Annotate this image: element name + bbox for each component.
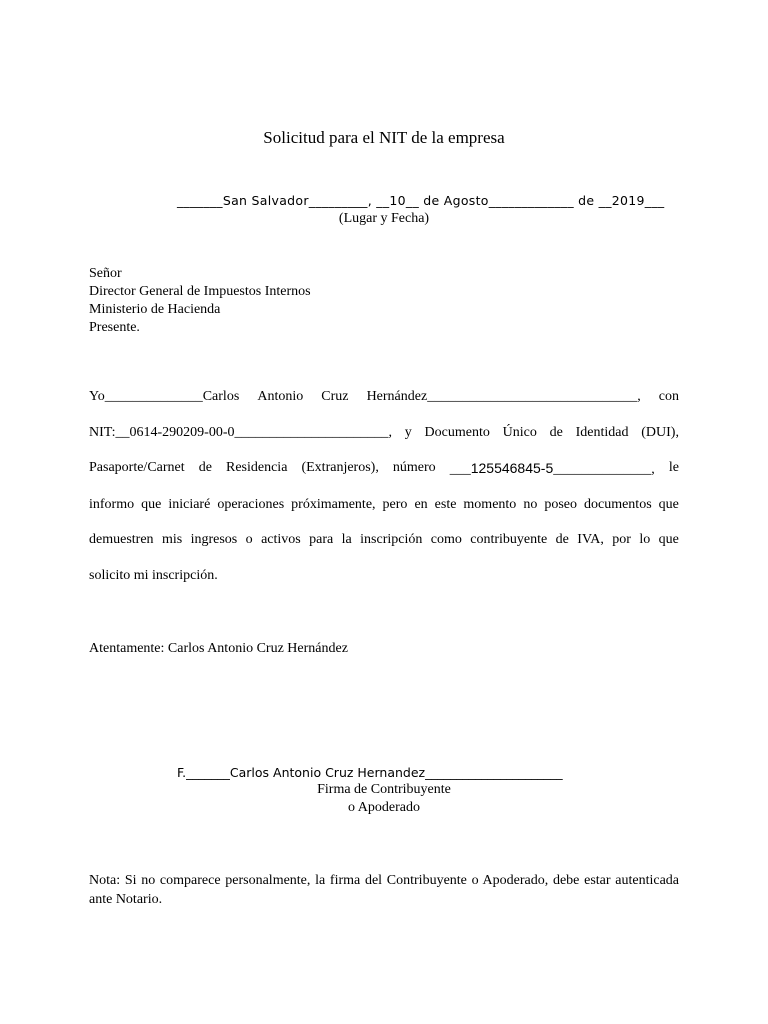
word: Único: [502, 425, 537, 440]
signature-caption-2: o Apoderado: [348, 800, 420, 815]
word: que: [141, 497, 162, 512]
word: IVA,: [577, 532, 604, 547]
word: o: [245, 532, 253, 547]
word: este: [434, 497, 457, 512]
signature-caption-1: Firma de Contribuyente: [317, 782, 451, 797]
word: Documento: [424, 425, 490, 440]
word: inscripción: [360, 532, 423, 547]
recipient-line-1: Señor: [89, 266, 122, 281]
body-line-3: [89, 460, 679, 478]
word: Hernández______________________________,: [366, 389, 641, 404]
word: iniciaré: [168, 497, 211, 512]
body-line-4: [89, 497, 679, 513]
word: como: [430, 532, 462, 547]
closing-line: Atentamente: Carlos Antonio Cruz Hernández: [89, 641, 348, 656]
word: informo: [89, 497, 135, 512]
dui-number: 125546845-5: [470, 460, 554, 476]
word: no: [523, 497, 538, 512]
blank: ______________,: [553, 462, 655, 477]
dui-field: [450, 460, 655, 478]
word: que: [658, 497, 679, 512]
body-line-5: [89, 532, 679, 548]
word: mis: [161, 532, 183, 547]
word: le: [668, 460, 679, 475]
recipient-line-3: Ministerio de Hacienda: [89, 302, 221, 317]
word: ingresos: [190, 532, 238, 547]
word: (DUI),: [641, 425, 679, 440]
word: de: [549, 425, 563, 440]
body-line-6: [89, 568, 679, 584]
place-date-caption: (Lugar y Fecha): [338, 211, 430, 226]
word: que: [658, 532, 679, 547]
note-paragraph: Nota: Si no comparece personalmente, la firma del Contribuyente o Apoderado, debe estar autenticada ante Notario.: [89, 873, 679, 907]
place-date-line: _______San Salvador_________, __10__ de Agosto_____________ de __2019___: [177, 193, 665, 208]
nit-field: NIT:__0614-290209-00-0______________________,: [89, 425, 393, 440]
word: de: [198, 460, 212, 475]
recipient-line-4: Presente.: [89, 320, 140, 335]
body-line-2: [89, 425, 679, 441]
word: lo: [639, 532, 651, 547]
word: activos: [261, 532, 301, 547]
document-title: Solicitud para el NIT de la empresa: [263, 128, 505, 147]
word: número: [392, 460, 436, 475]
word: Yo______________Carlos: [89, 389, 240, 404]
word: Pasaporte/Carnet: [89, 460, 185, 475]
word: pero: [382, 497, 408, 512]
word: poseo: [544, 497, 577, 512]
word: Antonio: [257, 389, 304, 404]
word: por: [612, 532, 631, 547]
word: la: [341, 532, 352, 547]
blank: ___: [449, 462, 471, 477]
word: solicito mi inscripción.: [89, 568, 218, 583]
word: demuestren: [89, 532, 154, 547]
word: (Extranjeros),: [301, 460, 379, 475]
word: contribuyente: [470, 532, 548, 547]
word: Residencia: [225, 460, 288, 475]
word: para: [309, 532, 334, 547]
word: de: [555, 532, 569, 547]
word: en: [414, 497, 428, 512]
word: Identidad: [575, 425, 629, 440]
word: momento: [463, 497, 517, 512]
signature-line: F._______Carlos Antonio Cruz Hernandez______________________: [177, 765, 563, 780]
word: con: [658, 389, 679, 404]
word: operaciones: [217, 497, 285, 512]
word: próximamente,: [291, 497, 376, 512]
body-line-1: [89, 389, 679, 405]
word: Cruz: [321, 389, 349, 404]
word: documentos: [583, 497, 652, 512]
word: y: [404, 425, 412, 440]
recipient-line-2: Director General de Impuestos Internos: [89, 284, 311, 299]
